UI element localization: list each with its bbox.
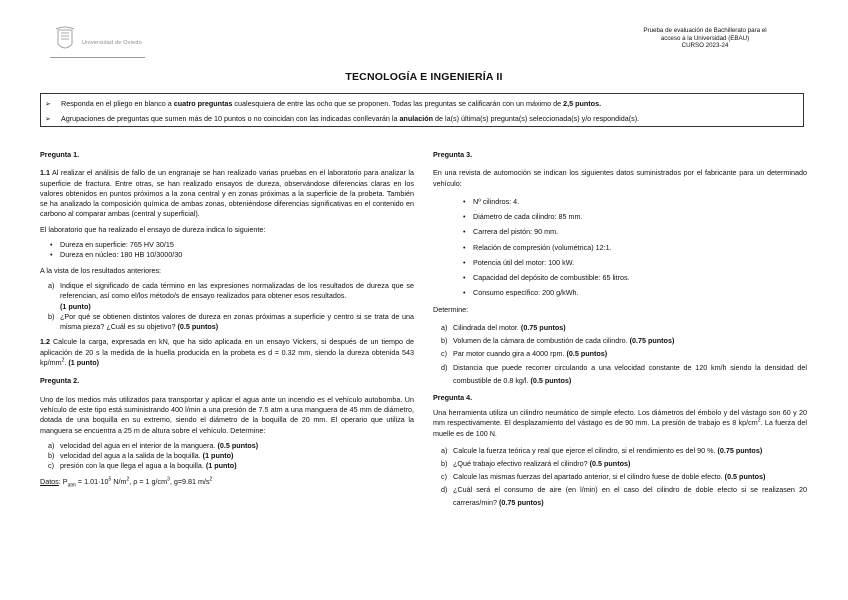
page-title: TECNOLOGÍA E INGENIERÍA II <box>345 71 503 83</box>
question-2-subitems <box>40 441 414 472</box>
list-item: c) Par motor cuando gira a 4000 rpm. (0.5 puntos) <box>441 349 608 359</box>
question-4-title: Pregunta 4. <box>433 392 473 402</box>
list-item: • Potencia útil del motor: 100 kW. <box>433 255 807 270</box>
exam-header <box>600 27 810 50</box>
arrow-icon: ➢ <box>45 101 51 108</box>
question-4-statement: Una herramienta utiliza un cilindro neumático de simple efecto. Los diámetros del émbolo y del vástago son 60 y 20 mm respectivamente. El desplazamiento del vástago es de 90 mm. La presión de trabajo es 8 $kp/cm^2$. La fuerza del muelle es de 100 N. <box>433 407 807 438</box>
question-2-title: Pregunta 2. <box>40 376 80 386</box>
list-item: • Dureza en superficie: 765 HV 30/15 <box>40 240 414 250</box>
arrow-icon: ➢ <box>45 116 51 123</box>
list-item: • Dureza en núcleo: 180 HB 10/3000/30 <box>40 250 414 260</box>
right-column <box>433 150 807 509</box>
list-item: • Nº cilindros: 4. <box>433 194 807 209</box>
list-item: b) velocidad del agua a la salida de la boquilla. (1 punto) <box>48 451 234 461</box>
question-3-lead: Determine: <box>433 305 469 315</box>
vehicle-data-list <box>433 194 807 300</box>
list-item: • Relación de compresión (volumétrica) 12:1. <box>433 240 807 255</box>
list-item: b) ¿Qué trabajo efectivo realizará el cilindro? (0.5 puntos) <box>441 458 631 468</box>
list-item: • Consumo específico: 200 g/kWh. <box>433 285 807 300</box>
question-3-statement: En una revista de automoción se indican los siguientes datos suministrados por el fabricante para un determinado vehículo: <box>433 168 807 188</box>
question-2-statement: Uno de los medios más utilizados para transportar y aplicar el agua ante un incendio es el vehículo autobomba. Un vehículo de este tipo está suministrando 400 l/min a una presión de 7.5 atm a una manguera de 45 mm de diámetro, dotada de una boquilla en su extremo, siendo el diámetro de la boquilla de 20 mm. El operario que utiliza la manguera se encuentra a 25 m de altura sobre el vehículo. Determine: <box>40 394 414 435</box>
logo-divider <box>50 57 145 58</box>
question-1-lab-intro: El laboratorio que ha realizado el ensayo de dureza indica lo siguiente: <box>40 224 266 234</box>
left-column <box>40 150 414 487</box>
question-1-lead: A la vista de los resultados anteriores: <box>40 265 162 275</box>
list-item: b) ¿Por qué se obtienen distintos valores de dureza en zonas próximas a superficie y centro si se trata de una misma pieza? ¿Cuál es su objetivo? (0.5 puntos) <box>48 311 414 332</box>
list-item: a) Indique el significado de cada término en las expresiones normalizadas de los resultados de dureza que se referencian, así como el/los método/s de ensayo realizados para obtener esos resultados. (1 punto) <box>48 280 414 311</box>
question-1-2-statement: 1.2 Calcule la carga, expresada en kN, que ha sido aplicada en un ensayo Vickers, si después de un tiempo de aplicación de 20 s la medida de la huella producida en la probeta es d = 0.32 mm, siendo la dureza obtenida 543 $kp/mm^2$. (1 punto) <box>40 337 414 368</box>
list-item: a) Calcule la fuerza teórica y real que ejerce el cilindro, si el rendimiento es del 90 %. (0.75 puntos) <box>441 445 763 455</box>
list-item: b) Volumen de la cámara de combustión de cada cilindro. (0.75 puntos) <box>441 336 675 346</box>
exam-header-line2: acceso a la Universidad (EBAU) <box>660 34 750 42</box>
list-item: a) Cilindrada del motor. (0.75 puntos) <box>441 322 566 332</box>
exam-header-line1: Prueba de evaluación de Bachillerato para el <box>643 27 767 34</box>
question-3-title: Pregunta 3. <box>433 150 473 159</box>
list-item: a) velocidad del agua en el interior de la manguera. (0.5 puntos) <box>48 440 259 450</box>
question-1-subitems <box>40 281 414 332</box>
instructions-box <box>40 93 804 127</box>
list-item: c) presión con la que llega el agua a la boquilla. (1 punto) <box>48 461 237 471</box>
question-2-data: Datos: $P_{atm} = 1.01\cdot 10^5$ $N/m^2$, ρ = 1 $g/cm^3$, g=9.81 $m/s^2$ <box>40 476 213 489</box>
instruction-2: ➢ Agrupaciones de preguntas que sumen más de 10 puntos o no coincidan con las indicadas conllevarán la anulación de la(s) última(s) pregunta(s) seleccionada(s) y/o respondida(s). <box>45 114 640 123</box>
question-1-title: Pregunta 1. <box>40 150 80 159</box>
instruction-1: ➢ Responda en el pliego en blanco a cuatro preguntas cualesquiera de entre las ocho que se proponen. Todas las preguntas se calificarán con un máximo de 2,5 puntos. <box>45 99 602 108</box>
university-name: Universidad de Oviedo <box>82 40 142 46</box>
question-4-subitems <box>433 444 807 509</box>
list-item: c) Calcule las mismas fuerzas del apartado anterior, si el cilindro fuese de doble efecto. (0.5 puntos) <box>441 471 766 481</box>
question-3-subitems <box>433 321 807 388</box>
list-item: • Diámetro de cada cilindro: 85 mm. <box>433 209 807 224</box>
hardness-list <box>40 240 414 261</box>
list-item: • Capacidad del depósito de combustible: 65 litros. <box>433 270 807 285</box>
question-1-1-statement: 1.1 Al realizar el análisis de fallo de un engranaje se han realizado varias pruebas en el laboratorio para analizar la superficie de fractura. Entre otras, se han realizado ensayos de dureza, observándose diferencias claras en los valores obtenidos en puntos próximos a la zona central y en zonas próximas a la superficie de la probeta. También se ha analizado la composición química de ambas zonas, obteniéndose diferencias significativas en el contenido en carbono al comparar ambas (central y superficial). <box>40 168 414 219</box>
exam-header-course: CURSO 2023-24 <box>681 42 729 50</box>
list-item: d) ¿Cuál será el consumo de aire (en l/min) en el caso del cilindro de doble efecto si se realizasen 20 carreras/min? (0.75 puntos) <box>441 484 807 507</box>
list-item: d) Distancia que puede recorrer circulando a una velocidad constante de 120 km/h siendo la densidad del combustible de 0.8 kg/l. (0.5 puntos) <box>441 362 807 386</box>
list-item: • Carrera del pistón: 90 mm. <box>433 224 807 239</box>
